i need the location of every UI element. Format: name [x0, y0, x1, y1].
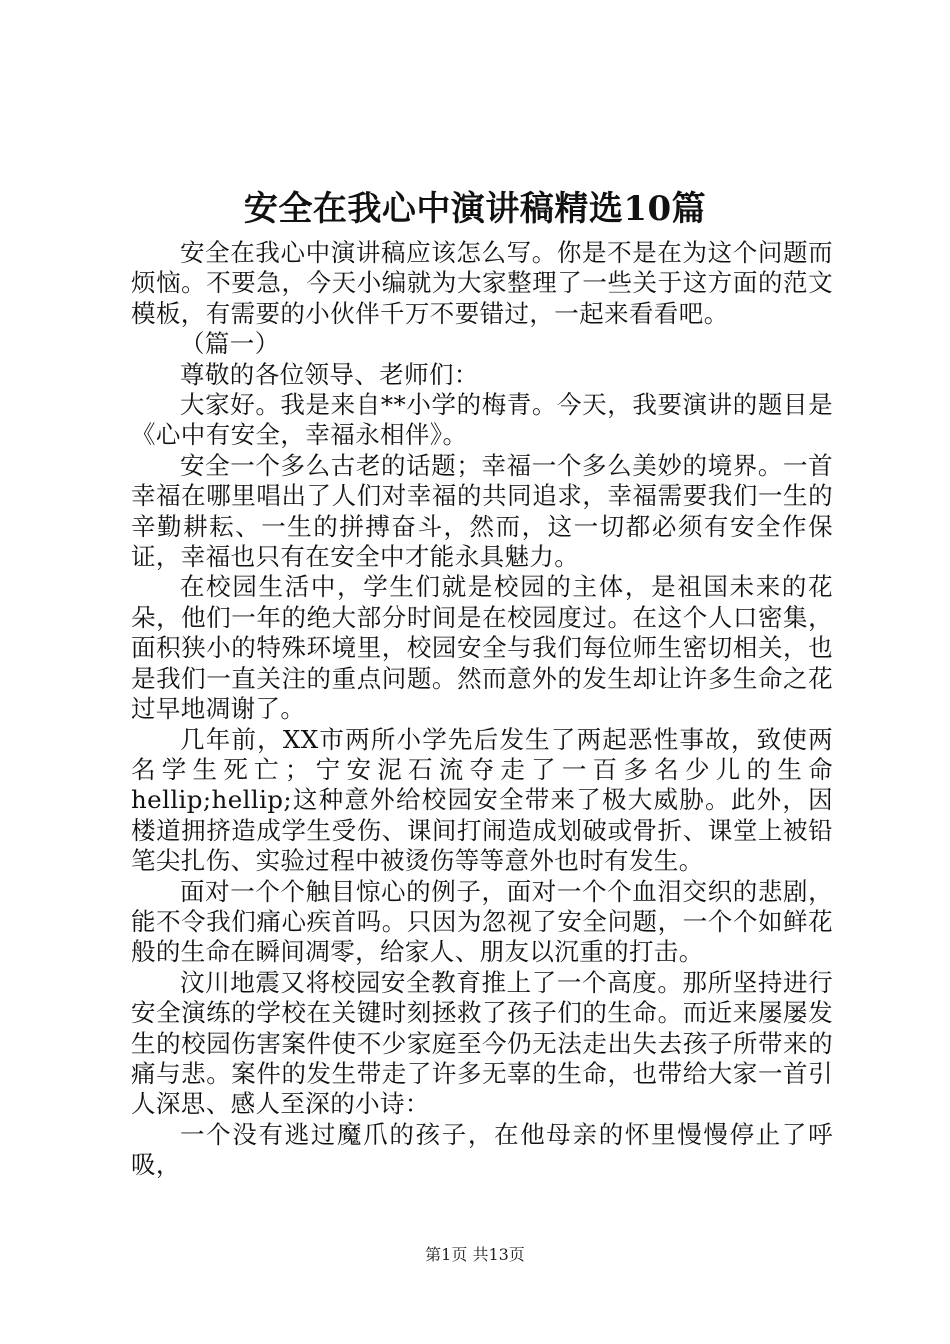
paragraph: 尊敬的各位领导、老师们： [180, 359, 479, 389]
document-body [131, 238, 833, 1181]
paragraph: 大家好。我是来自**小学的梅青。今天，我要演讲的题目是《心中有安全，幸福永相伴》。 [131, 390, 833, 450]
paragraph: 面对一个个触目惊心的例子，面对一个个血泪交织的悲剧，能不令我们痛心疾首吗。只因为忽视了安全问题，一个个如鲜花般的生命在瞬间凋零，给家人、朋友以沉重的打击。 [131, 876, 833, 967]
document-title: 安全在我心中演讲稿精选10篇 [243, 189, 707, 229]
paragraph: 安全一个多么古老的话题；幸福一个多么美妙的境界。一首幸福在哪里唱出了人们对幸福的共同追求，幸福需要我们一生的辛勤耕耘、一生的拼搏奋斗，然而，这一切都必须有安全作保证，幸福也只有在安全中才能永具魅力。 [131, 450, 833, 572]
paragraph: 汶川地震又将校园安全教育推上了一个高度。那所坚持进行安全演练的学校在关键时刻拯救了孩子们的生命。而近来屡屡发生的校园伤害案件使不少家庭至今仍无法走出失去孩子所带来的痛与悲。案件的发生带走了许多无辜的生命，也带给大家一首引人深思、感人至深的小诗： [131, 967, 833, 1119]
page-footer: 第1页 共13页 [425, 1245, 525, 1264]
paragraph: 一个没有逃过魔爪的孩子，在他母亲的怀里慢慢停止了呼吸， [131, 1119, 833, 1180]
paragraph: 几年前，XX市两所小学先后发生了两起恶性事故，致使两名学生死亡；宁安泥石流夺走了一百多名少儿的生命hellip;hellip;这种意外给校园安全带来了极大威胁。此外，因楼道拥挤造成学生受伤、课间打闹造成划破或骨折、课堂上被铅笔尖扎伤、实验过程中被烫伤等等意外也时有发生。 [131, 724, 833, 876]
paragraph: （篇一） [180, 329, 280, 359]
paragraph: 安全在我心中演讲稿应该怎么写。你是不是在为这个问题而烦恼。不要急，今天小编就为大家整理了一些关于这方面的范文模板，有需要的小伙伴千万不要错过，一起来看看吧。 [131, 238, 833, 328]
paragraph: 在校园生活中，学生们就是校园的主体，是祖国未来的花朵，他们一年的绝大部分时间是在校园度过。在这个人口密集，面积狭小的特殊环境里，校园安全与我们每位师生密切相关，也是我们一直关注的重点问题。然而意外的发生却让许多生命之花过早地凋谢了。 [131, 572, 833, 724]
